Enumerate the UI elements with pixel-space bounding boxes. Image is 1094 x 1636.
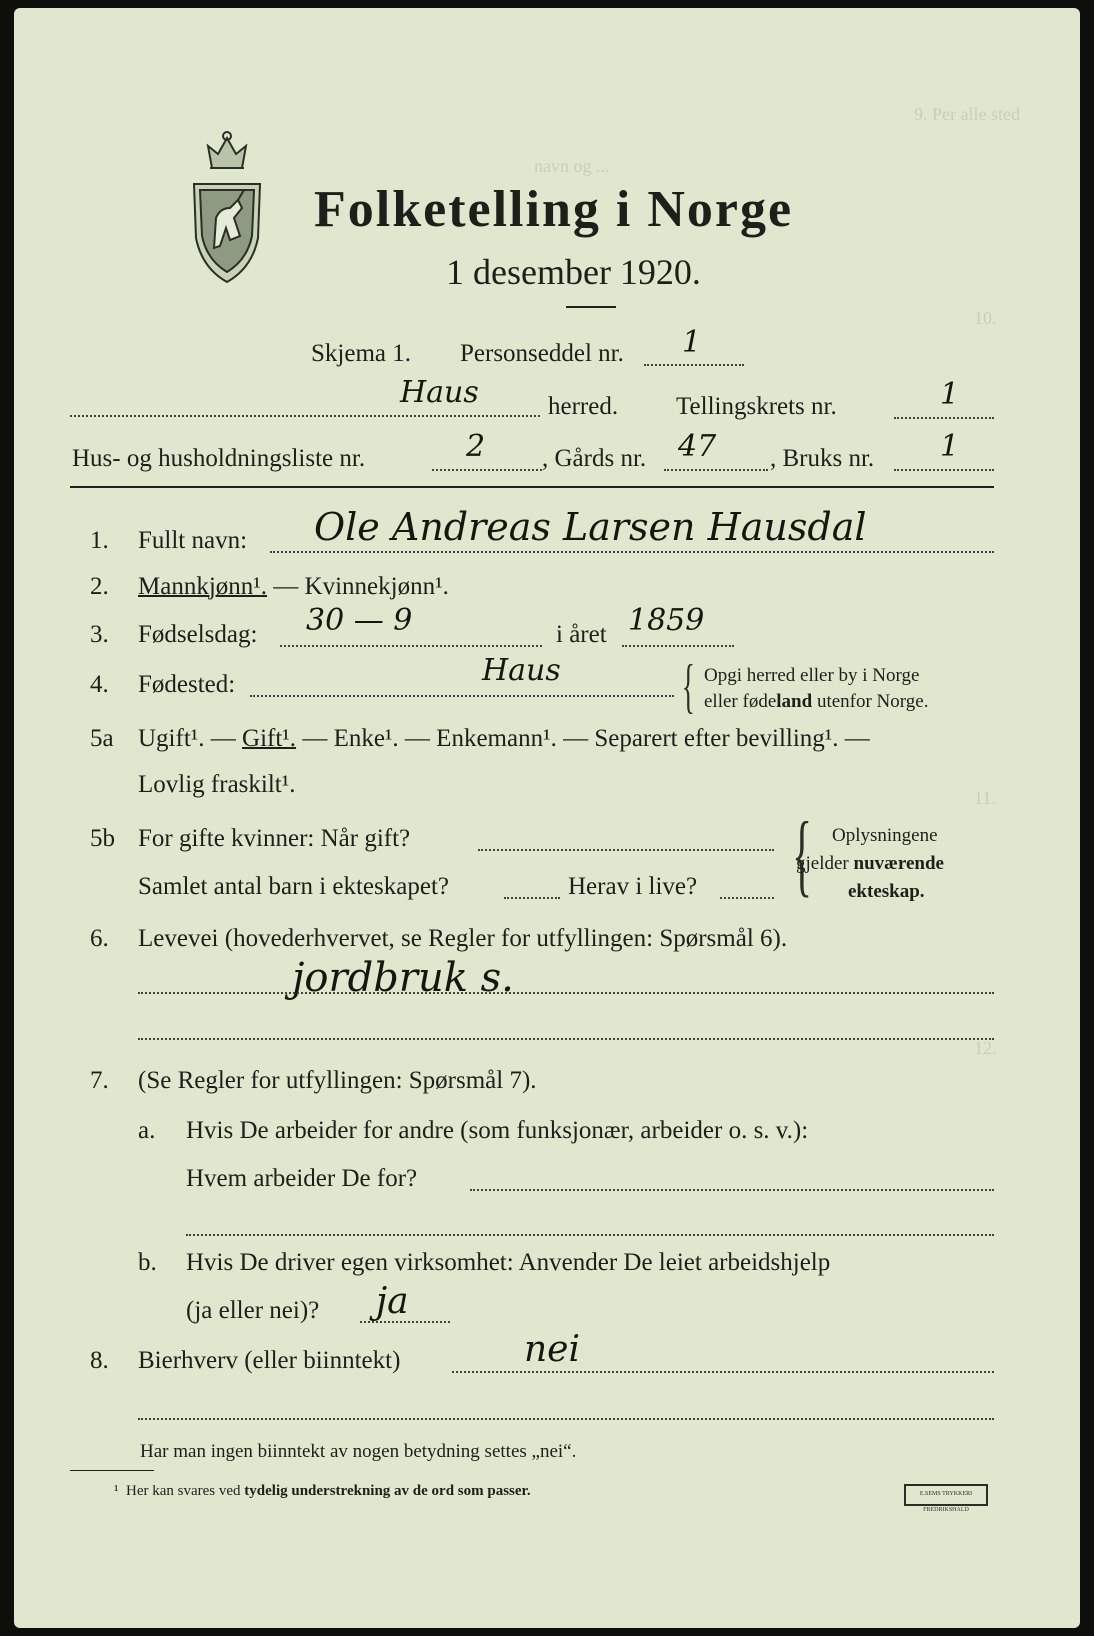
q5b-number: 5b	[90, 825, 115, 852]
q4-line	[250, 695, 674, 697]
q5b-children-label: Samlet antal barn i ekteskapet?	[138, 873, 449, 900]
q5a-other-options: — Enke¹. — Enkemann¹. — Separert efter bevilling¹. —	[296, 725, 870, 752]
q3-line	[280, 645, 542, 647]
q3-birth-year: 1859	[628, 603, 705, 638]
q5b-note-line1: Oplysningene	[832, 825, 938, 846]
q4-label: Fødested:	[138, 671, 236, 698]
q2-female-option: Kvinnekjønn¹.	[304, 573, 449, 600]
printer-stamp: E.SEMS TRYKKERI FREDRIKSHALD	[904, 1484, 988, 1506]
norwegian-coat-of-arms-icon	[186, 128, 268, 288]
biinntekt-note: Har man ingen biinntekt av nogen betydning settes „nei“.	[140, 1441, 577, 1462]
q5a-number: 5a	[90, 725, 114, 752]
bruks-line	[894, 469, 994, 471]
header-divider	[566, 306, 616, 308]
q7a-label: Hvis De arbeider for andre (som funksjonær, arbeider o. s. v.):	[186, 1117, 809, 1144]
q5b-note-line3: ekteskap.	[848, 881, 925, 902]
q7b-letter: b.	[138, 1249, 157, 1276]
hus-value: 2	[466, 429, 486, 464]
q7a-extra-line	[186, 1234, 994, 1236]
herred-label: herred.	[548, 393, 619, 420]
q4-number: 4.	[90, 671, 109, 698]
footnote-divider	[70, 1470, 154, 1471]
q1-full-name: Ole Andreas Larsen Hausdal	[314, 505, 867, 549]
q6-number: 6.	[90, 925, 109, 952]
q5b-brace: {	[792, 803, 813, 905]
q6-label: Levevei (hovederhvervet, se Regler for utfyllingen: Spørsmål 6).	[138, 925, 788, 952]
personseddel-value: 1	[682, 325, 702, 360]
q7b-label: Hvis De driver egen virksomhet: Anvender De leiet arbeidshjelp	[186, 1249, 831, 1276]
show-through-text: navn og ...	[534, 156, 610, 176]
gards-line	[664, 469, 768, 471]
q7a-letter: a.	[138, 1117, 156, 1144]
q8-extra-line	[138, 1418, 994, 1420]
q5a-ugift-option: Ugift¹.	[138, 725, 205, 752]
bruks-value: 1	[940, 429, 960, 464]
footnote: ¹ Her kan svares ved tydelig understrekning av de ord som passer.	[114, 1483, 531, 1499]
herred-line	[70, 415, 540, 417]
show-through-text: 9. Per alle sted	[914, 104, 1020, 124]
q7b-answer-value: ja	[376, 1281, 409, 1322]
tellingskrets-line	[894, 417, 994, 419]
q4-brace: {	[681, 653, 695, 719]
q3-label: Fødselsdag:	[138, 621, 258, 648]
q8-line	[452, 1371, 994, 1373]
q7a-employer-line	[470, 1189, 994, 1191]
bruks-label: , Bruks nr.	[770, 445, 875, 472]
q5b-children-line	[504, 897, 560, 899]
q8-number: 8.	[90, 1347, 109, 1374]
q6-line2	[138, 1038, 994, 1040]
q5b-label: For gifte kvinner: Når gift?	[138, 825, 411, 852]
q1-label: Fullt navn:	[138, 527, 248, 554]
tellingskrets-label: Tellingskrets nr.	[676, 393, 837, 420]
herred-value: Haus	[400, 375, 479, 410]
hus-line	[432, 469, 542, 471]
census-form-sheet	[14, 8, 1080, 1628]
gards-value: 47	[678, 429, 717, 464]
show-through-text: 12.	[974, 1038, 997, 1058]
skjema-label: Skjema 1.	[311, 340, 411, 367]
gards-label: , Gårds nr.	[542, 445, 647, 472]
show-through-text: 10.	[974, 308, 997, 328]
q5a-gift-option: Gift¹.	[242, 725, 297, 752]
form-title: Folketelling i Norge	[314, 181, 794, 238]
q7b-answer-label: (ja eller nei)?	[186, 1297, 320, 1324]
tellingskrets-value: 1	[940, 377, 960, 412]
personseddel-line	[644, 364, 744, 366]
census-date: 1 desember 1920.	[446, 252, 701, 292]
q8-value: nei	[524, 1329, 581, 1370]
q5b-married-line	[478, 849, 774, 851]
q8-label: Bierhverv (eller biinntekt)	[138, 1347, 401, 1374]
q6-occupation: jordbruk s.	[292, 955, 514, 1001]
q4-note-line1: Opgi herred eller by i Norge	[704, 665, 920, 686]
q5a-options: Ugift¹. — Gift¹. — Enke¹. — Enkemann¹. — Separert efter bevilling¹. —	[138, 725, 870, 752]
personseddel-label: Personseddel nr.	[460, 340, 624, 367]
q1-number: 1.	[90, 527, 109, 554]
q3-year-line	[622, 645, 734, 647]
section-divider	[70, 486, 994, 488]
q4-note-line2: eller fødeland utenfor Norge.	[704, 691, 929, 712]
q7-number: 7.	[90, 1067, 109, 1094]
q5a-fraskilt-option: Lovlig fraskilt¹.	[138, 771, 296, 798]
q2-options: Mannkjønn¹. — Kvinnekjønn¹.	[138, 573, 449, 600]
q6-line1	[138, 992, 994, 994]
q7a-employer-label: Hvem arbeider De for?	[186, 1165, 418, 1192]
q5b-alive-line	[720, 897, 774, 899]
q3-birthday: 30 — 9	[306, 603, 413, 638]
q2-number: 2.	[90, 573, 109, 600]
q3-year-label: i året	[556, 621, 607, 648]
q1-line	[270, 551, 994, 553]
show-through-text: 11.	[974, 788, 996, 808]
q2-male-option: Mannkjønn¹.	[138, 573, 268, 600]
q5b-note-line2: gjelder nuværende	[796, 853, 944, 874]
hus-label: Hus- og husholdningsliste nr.	[72, 445, 366, 472]
q7-label: (Se Regler for utfyllingen: Spørsmål 7).	[138, 1067, 537, 1094]
q3-number: 3.	[90, 621, 109, 648]
q5b-alive-label: Herav i live?	[568, 873, 698, 900]
q4-birthplace: Haus	[482, 653, 561, 688]
